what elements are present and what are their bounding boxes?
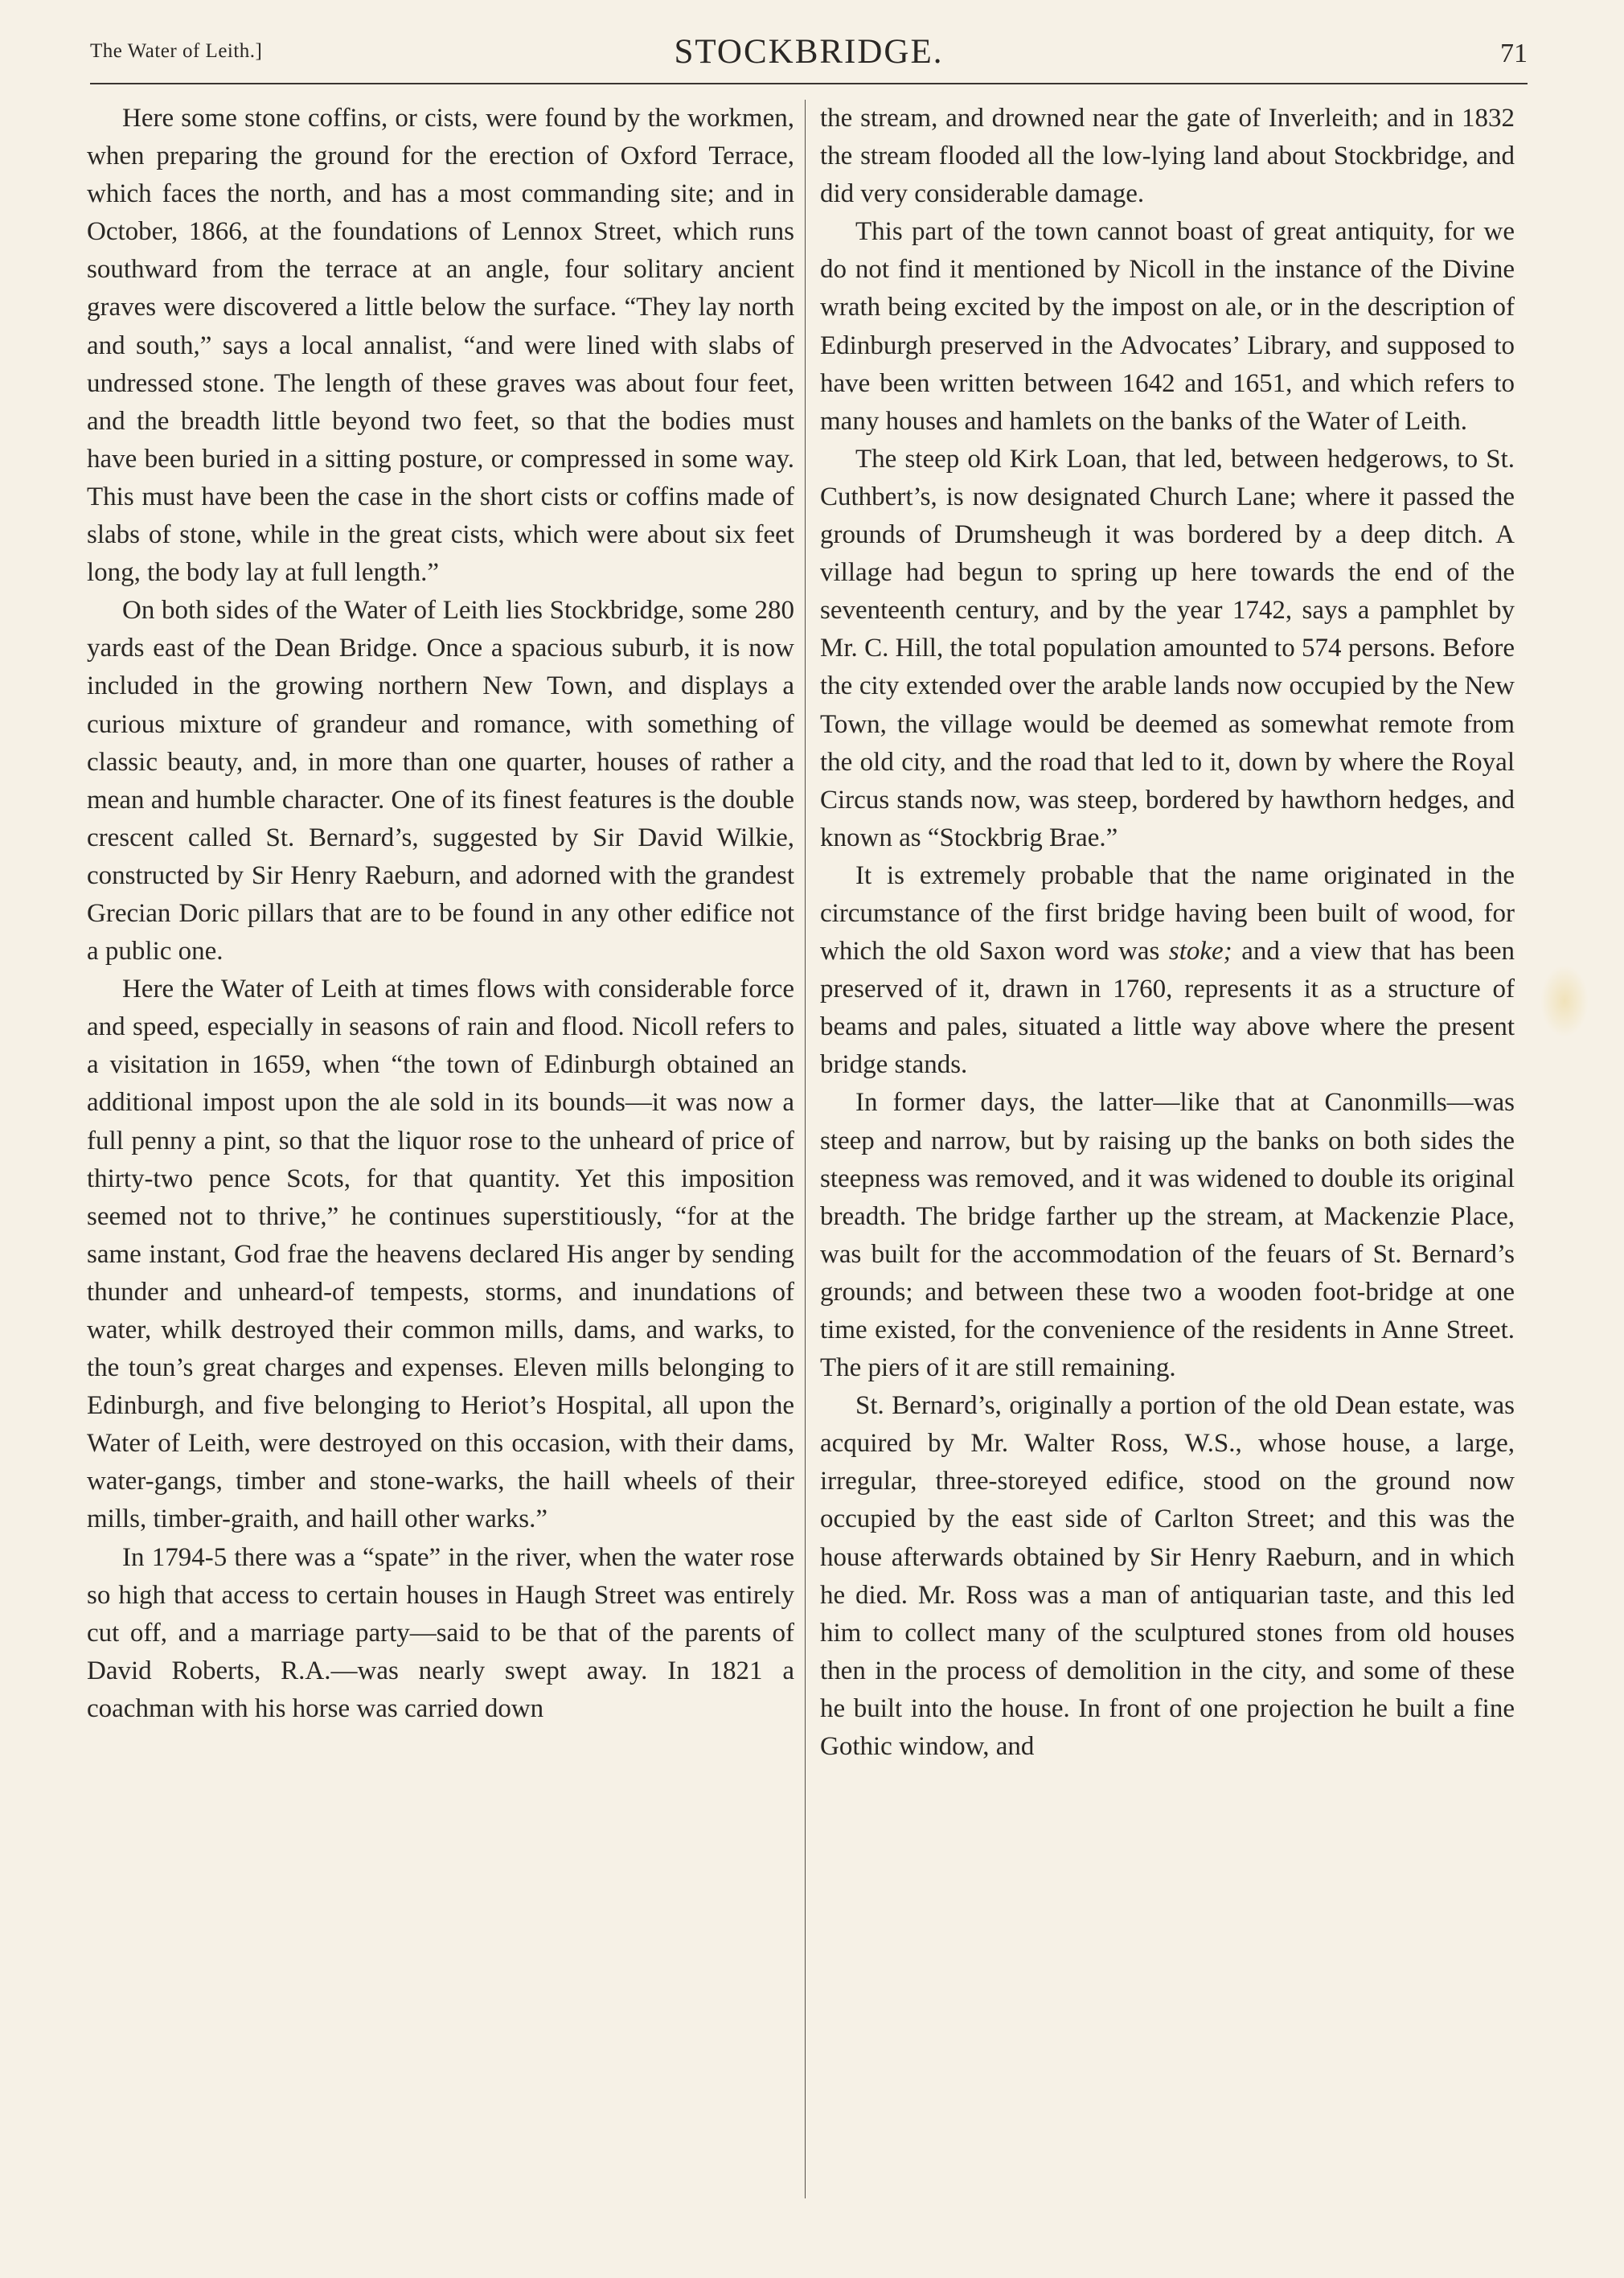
paper-stain	[1540, 965, 1589, 1037]
header-rule	[90, 83, 1528, 84]
paragraph-continuation: the stream, and drowned near the gate of Inverleith; and in 1832 the stream flooded all the low-lying land about Stockbridge, and did very considerable damage.	[820, 104, 1515, 209]
paragraph: In former days, the latter—like that at Canonmills—was steep and narrow, but by raising up the banks on both sides the steepness was removed, and it was widened to double its original breadth. The bridge farther up the stream, at Mackenzie Place, was built for the accommodation of the feuars of St. Bernard’s grounds; and between these two a wooden foot-bridge at one time existed, for the convenience of the residents in Anne Street. The piers of it are still remaining.	[820, 1088, 1515, 1383]
italic-word: stoke;	[1168, 937, 1232, 967]
page-number: 71	[1500, 39, 1528, 68]
right-column	[820, 100, 1515, 2190]
paragraph: St. Bernard’s, originally a portion of the old Dean estate, was acquired by Mr. Walter Ross, W.S., whose house, a large, irregular, three-storeyed edifice, stood on the ground now occupied by the east side of Carlton Street; and this was the house afterwards obtained by Sir Henry Raeburn, and in which he died. Mr. Ross was a man of antiquarian taste, and this led him to collect many of the sculptured stones from old houses then in the process of demolition in the city, and some of these he built into the house. In front of one projection he built a fine Gothic window, and	[820, 1391, 1515, 1762]
paragraph: Here the Water of Leith at times flows with considerable force and speed, especially in seasons of rain and flood. Nicoll refers to a visitation in 1659, when “the town of Edinburgh obtained an additional impost upon the ale sold in its bounds—it was now a full penny a pint, so that the liquor rose to the unheard of price of thirty-two pence Scots, for that quantity. Yet this imposition seemed not to thrive,” he continues superstitiously, “for at the same instant, God frae the heavens declared His anger by sending thunder and unheard-of tempests, storms, and inundations of water, whilk destroyed their common mills, dams, and warks, to the toun’s great charges and expenses. Eleven mills belonging to Edinburgh, and five belonging to Heriot’s Hospital, all upon the Water of Leith, were destroyed on this occasion, with their dams, water-gangs, timber and stone-warks, the haill wheels of their mills, timber-graith, and haill other warks.”	[87, 975, 794, 1534]
paragraph	[820, 857, 1515, 1085]
text-run: It is extremely probable that the name originated in the circumstance of the first bridge having been built of wood, for which the old Saxon word was	[820, 860, 1515, 967]
column-divider	[805, 100, 806, 2198]
left-column	[87, 100, 794, 2190]
running-head-title: STOCKBRIDGE.	[674, 33, 944, 71]
paragraph: In 1794-5 there was a “spate” in the river, when the water rose so high that access to certain houses in Haugh Street was entirely cut off, and a marriage party—said to be that of the parents of David Roberts, R.A.—was nearly swept away. In 1821 a coachman with his horse was carried down	[87, 1542, 794, 1723]
running-head-section: The Water of Leith.]	[90, 40, 263, 62]
text-run: and a view that has been preserved of it, drawn in 1760, represents it as a structure of beams and pales, situated a little way above where the present bridge stands.	[820, 937, 1515, 1080]
page-header	[90, 32, 1528, 80]
paragraph: Here some stone coffins, or cists, were found by the workmen, when preparing the ground for the erection of Oxford Terrace, which faces the north, and has a most commanding site; and in October, 1866, at the foundations of Lennox Street, which runs southward from the terrace at an angle, four solitary ancient graves were discovered a little below the surface. “They lay north and south,” says a local annalist, “and were lined with slabs of undressed stone. The length of these graves was about four feet, and the breadth little beyond two feet, so that the bodies must have been buried in a sitting posture, or compressed in some way. This must have been the case in the short cists or coffins made of slabs of stone, while in the great cists, which were about six feet long, the body lay at full length.”	[87, 104, 794, 588]
paragraph: This part of the town cannot boast of great antiquity, for we do not find it mentioned by Nicoll in the instance of the Divine wrath being excited by the impost on ale, or in the description of Edinburgh preserved in the Advocates’ Library, and supposed to have been written between 1642 and 1651, and which refers to many houses and hamlets on the banks of the Water of Leith.	[820, 217, 1515, 436]
paragraph: On both sides of the Water of Leith lies Stockbridge, some 280 yards east of the Dean Bridge. Once a spacious suburb, it is now included in the growing northern New Town, and displays a curious mixture of grandeur and romance, with something of classic beauty, and, in more than one quarter, houses of rather a mean and humble character. One of its finest features is the double crescent called St. Bernard’s, suggested by Sir David Wilkie, constructed by Sir Henry Raeburn, and adorned with the grandest Grecian Doric pillars that are to be found in any other edifice not a public one.	[87, 596, 794, 967]
paragraph: The steep old Kirk Loan, that led, between hedgerows, to St. Cuthbert’s, is now designated Church Lane; where it passed the grounds of Drumsheugh it was bordered by a deep ditch. A village had begun to spring up here towards the end of the seventeenth century, and by the year 1742, says a pamphlet by Mr. C. Hill, the total population amounted to 574 persons. Before the city extended over the arable lands now occupied by the New Town, the village would be deemed as somewhat remote from the old city, and the road that led to it, down by where the Royal Circus stands now, was steep, bordered by hawthorn hedges, and known as “Stockbrig Brae.”	[820, 444, 1515, 852]
